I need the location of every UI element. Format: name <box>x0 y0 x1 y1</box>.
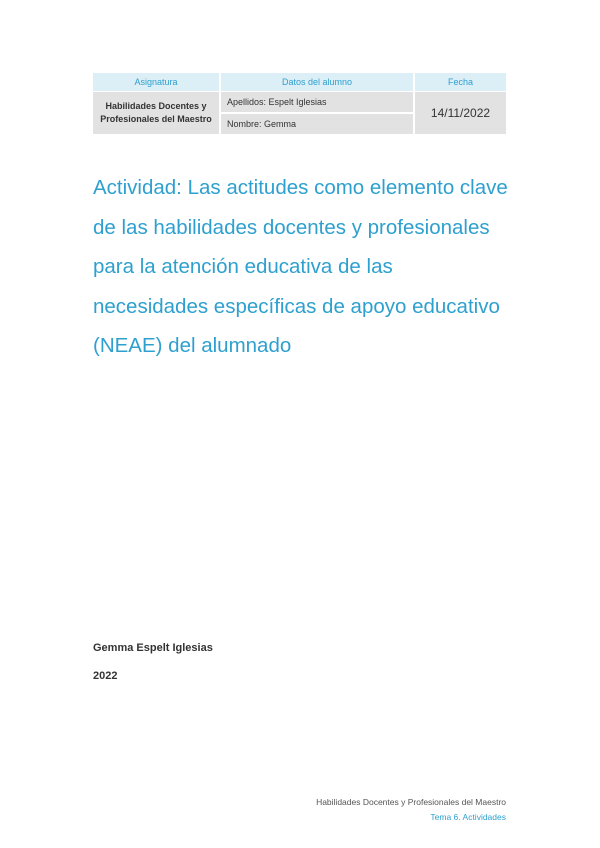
student-surname: Apellidos: Espelt Iglesias <box>220 92 414 114</box>
footer-course: Habilidades Docentes y Profesionales del Maestro <box>316 797 506 807</box>
header-col-date: Fecha <box>414 73 506 92</box>
document-date: 14/11/2022 <box>414 92 506 135</box>
header-col-student: Datos del alumno <box>220 73 414 92</box>
student-name: Nombre: Gemma <box>220 113 414 134</box>
document-year: 2022 <box>93 670 118 682</box>
subject-name: Habilidades Docentes y Profesionales del Maestro <box>93 92 220 135</box>
header-table <box>93 73 506 134</box>
header-col-subject: Asignatura <box>93 73 220 92</box>
document-title: Actividad: Las actitudes como elemento clave de las habilidades docentes y profesionales para la atención educativa de las necesidades específicas de apoyo educativo (NEAE) del alumnado <box>93 176 508 357</box>
footer-topic: Tema 6. Actividades <box>430 812 506 822</box>
author-name: Gemma Espelt Iglesias <box>93 642 213 654</box>
